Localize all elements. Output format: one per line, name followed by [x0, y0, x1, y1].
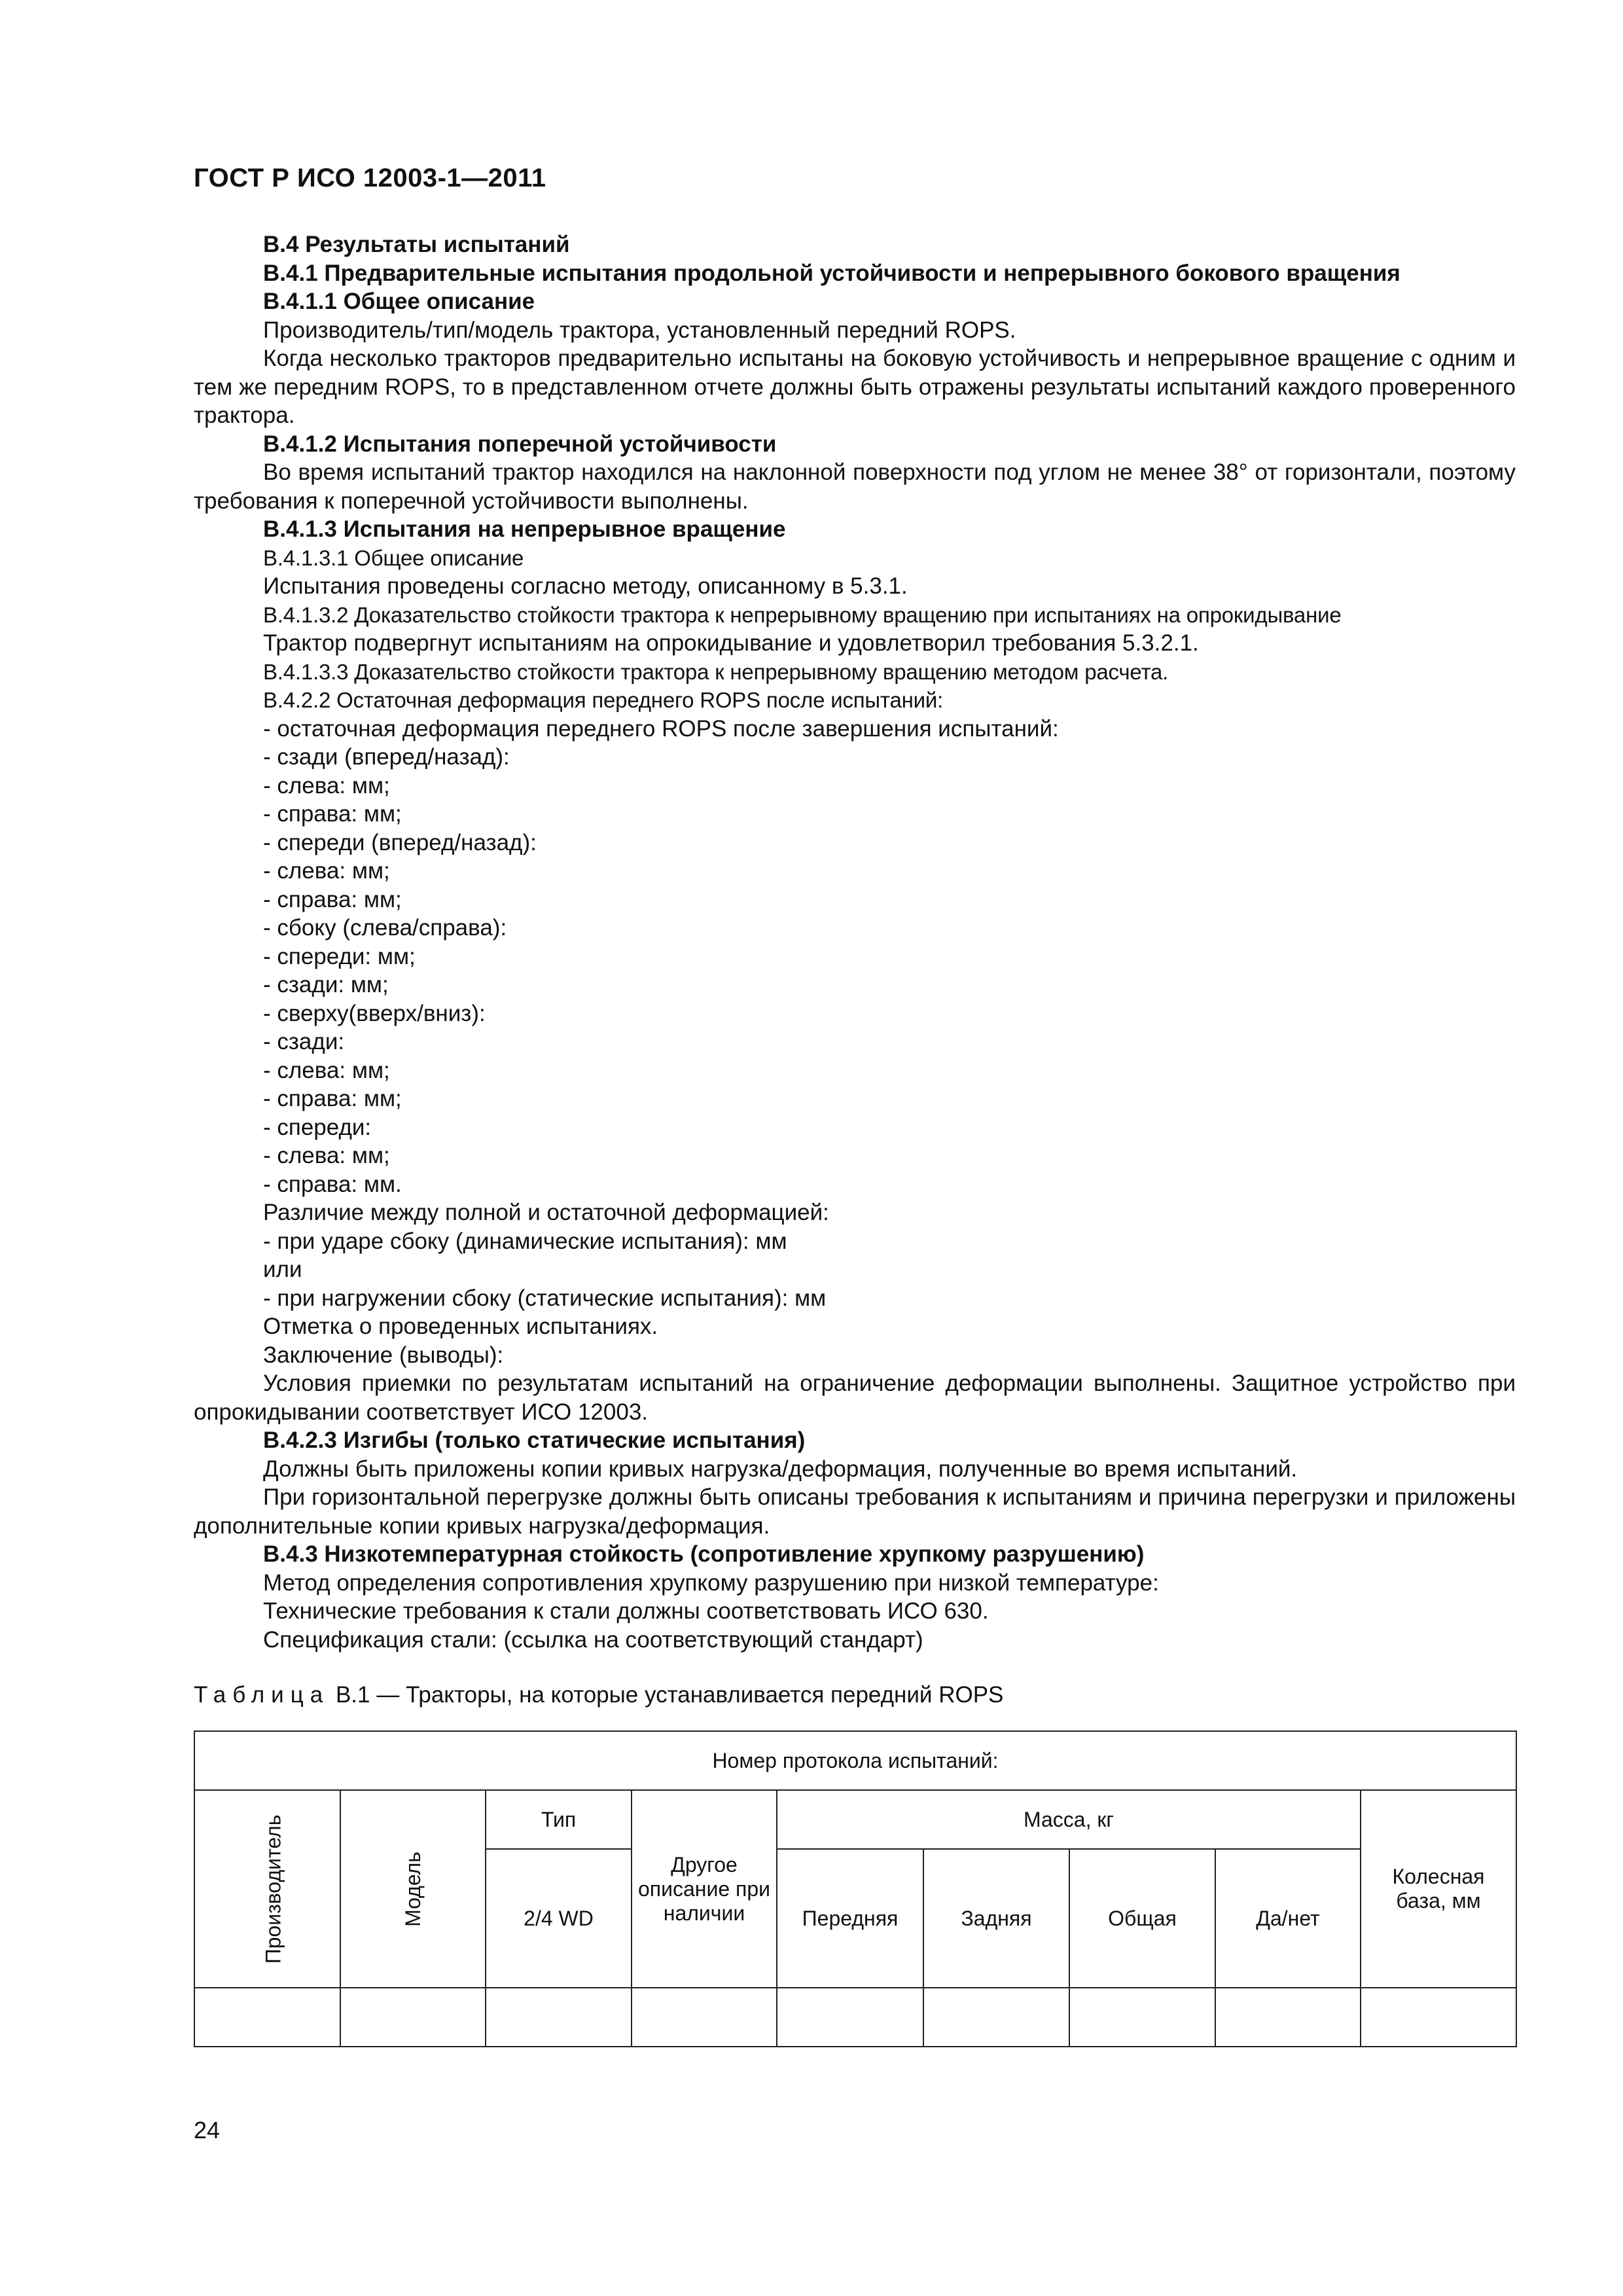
text-line: - сбоку (слева/справа): [263, 915, 507, 941]
text-line: Различие между полной и остаточной деформацией: [263, 1200, 829, 1225]
protocol-number-header: Номер протокола испытаний: [194, 1731, 1516, 1790]
text-line: B.4.1.3.1 Общее описание [263, 545, 524, 570]
table-cell [486, 1988, 632, 2047]
text-line: Отметка о проведенных испытаниях. [263, 1314, 658, 1339]
text-line: Заключение (выводы): [263, 1342, 504, 1368]
text-line: Спецификация стали: (ссылка на соответствующий стандарт) [263, 1626, 923, 1653]
table-cell [923, 1988, 1069, 2047]
text-line: - слева: мм; [263, 1143, 390, 1168]
table-caption-word: Таблица [194, 1682, 330, 1708]
text-line: B.4.1.3.3 Доказательство стойкости трактора к непрерывному вращению методом расчета. [263, 659, 1169, 684]
text-line: Производитель/тип/модель трактора, установленный передний ROPS. [263, 317, 1016, 343]
text-line: При горизонтальной перегрузке должны быть описаны требования к испытаниям и причина перегрузки и приложены дополнительные копии кривых нагрузка/деформация. [194, 1484, 1516, 1539]
text-line: - остаточная деформация переднего ROPS после завершения испытаний: [263, 715, 1059, 742]
table-cell [1069, 1988, 1215, 2047]
text-line: B.4.1.3 Испытания на непрерывное вращение [263, 516, 786, 542]
document-body [194, 230, 1516, 1654]
mass-header: Масса, кг [777, 1790, 1361, 1849]
text-line: B.4.3 Низкотемпературная стойкость (сопротивление хрупкому разрушению) [263, 1541, 1145, 1567]
text-line: Должны быть приложены копии кривых нагрузка/деформация, полученные во время испытаний. [263, 1456, 1298, 1482]
text-line: - справа: мм. [263, 1171, 402, 1197]
text-line: B.4.2.2 Остаточная деформация переднего ROPS после испытаний: [263, 688, 944, 712]
text-line: - спереди: [263, 1114, 372, 1140]
text-line: B.4.1.2 Испытания поперечной устойчивости [263, 431, 777, 457]
table-cell [340, 1988, 486, 2047]
table-caption-title: B.1 — Тракторы, на которые устанавливается передний ROPS [329, 1682, 1004, 1708]
text-line: Технические требования к стали должны соответствовать ИСО 630. [263, 1598, 989, 1624]
tractor-table [194, 1731, 1517, 2047]
text-line: B.4.1 Предварительные испытания продольной устойчивости и непрерывного бокового вращения [263, 260, 1400, 286]
table-caption [194, 1682, 1003, 1708]
page-header: ГОСТ Р ИСО 12003-1—2011 [194, 164, 546, 192]
text-line: Метод определения сопротивления хрупкому разрушению при низкой температуре: [263, 1570, 1159, 1596]
table-cell [777, 1988, 923, 2047]
text-line: - справа: мм; [263, 1086, 402, 1111]
mass-yes-no-header: Да/нет [1215, 1849, 1361, 1988]
type-value-header: 2/4 WD [486, 1849, 632, 1988]
text-line: B.4.1.1 Общее описание [263, 289, 535, 314]
mass-total-header: Общая [1069, 1849, 1215, 1988]
text-line: - сзади (вперед/назад): [263, 744, 510, 770]
model-header [340, 1790, 486, 1988]
table-cell [632, 1988, 777, 2047]
table-cell [1361, 1988, 1516, 2047]
text-line: - слева: мм; [263, 772, 390, 798]
text-line: - слева: мм; [263, 1057, 390, 1083]
text-line: B.4.1.3.2 Доказательство стойкости трактора к непрерывному вращению при испытаниях на опрокидывание [263, 602, 1342, 627]
type-header: Тип [486, 1790, 632, 1849]
other-description-header: Другое описание при наличии [632, 1790, 777, 1988]
text-line: B.4.2.3 Изгибы (только статические испытания) [263, 1427, 806, 1453]
text-line: - справа: мм; [263, 886, 402, 912]
text-line: Когда несколько тракторов предварительно испытаны на боковую устойчивость и непрерывное вращение с одним и тем же передним ROPS, то в представленном отчете должны быть отражены результаты испытаний каждого проверенного трактора. [194, 346, 1516, 428]
text-line: Условия приемки по результатам испытаний на ограничение деформации выполнены. Защитное устройство при опрокидывании соответствует ИСО 12003. [194, 1371, 1516, 1425]
page-number: 24 [194, 2117, 221, 2144]
wheelbase-header: Колесная база, мм [1361, 1790, 1516, 1988]
text-line: B.4 Результаты испытаний [263, 232, 570, 257]
text-line: или [263, 1257, 302, 1282]
text-line: - при нагружении сбоку (статические испытания): мм [263, 1285, 827, 1311]
model-label: Модель [401, 1851, 425, 1927]
table-cell [194, 1988, 340, 2047]
manufacturer-header [194, 1790, 340, 1988]
text-line: - сзади: мм; [263, 972, 389, 997]
text-line: - спереди (вперед/назад): [263, 829, 537, 855]
text-line: - спереди: мм; [263, 943, 416, 969]
mass-front-header: Передняя [777, 1849, 923, 1988]
manufacturer-label: Производитель [261, 1814, 285, 1964]
text-line: Трактор подвергнут испытаниям на опрокидывание и удовлетворил требования 5.3.2.1. [263, 630, 1199, 656]
text-line: - сверху(вверх/вниз): [263, 1000, 486, 1026]
text-line: - справа: мм; [263, 801, 402, 827]
text-line: - слева: мм; [263, 858, 390, 884]
mass-rear-header: Задняя [923, 1849, 1069, 1988]
text-line: Испытания проведены согласно методу, описанному в 5.3.1. [263, 573, 908, 599]
text-line: Во время испытаний трактор находился на наклонной поверхности под углом не менее 38° от горизонтали, поэтому требования к поперечной устойчивости выполнены. [194, 459, 1516, 514]
table-cell [1215, 1988, 1361, 2047]
text-line: - при ударе сбоку (динамические испытания): мм [263, 1228, 787, 1254]
text-line: - сзади: [263, 1029, 345, 1054]
